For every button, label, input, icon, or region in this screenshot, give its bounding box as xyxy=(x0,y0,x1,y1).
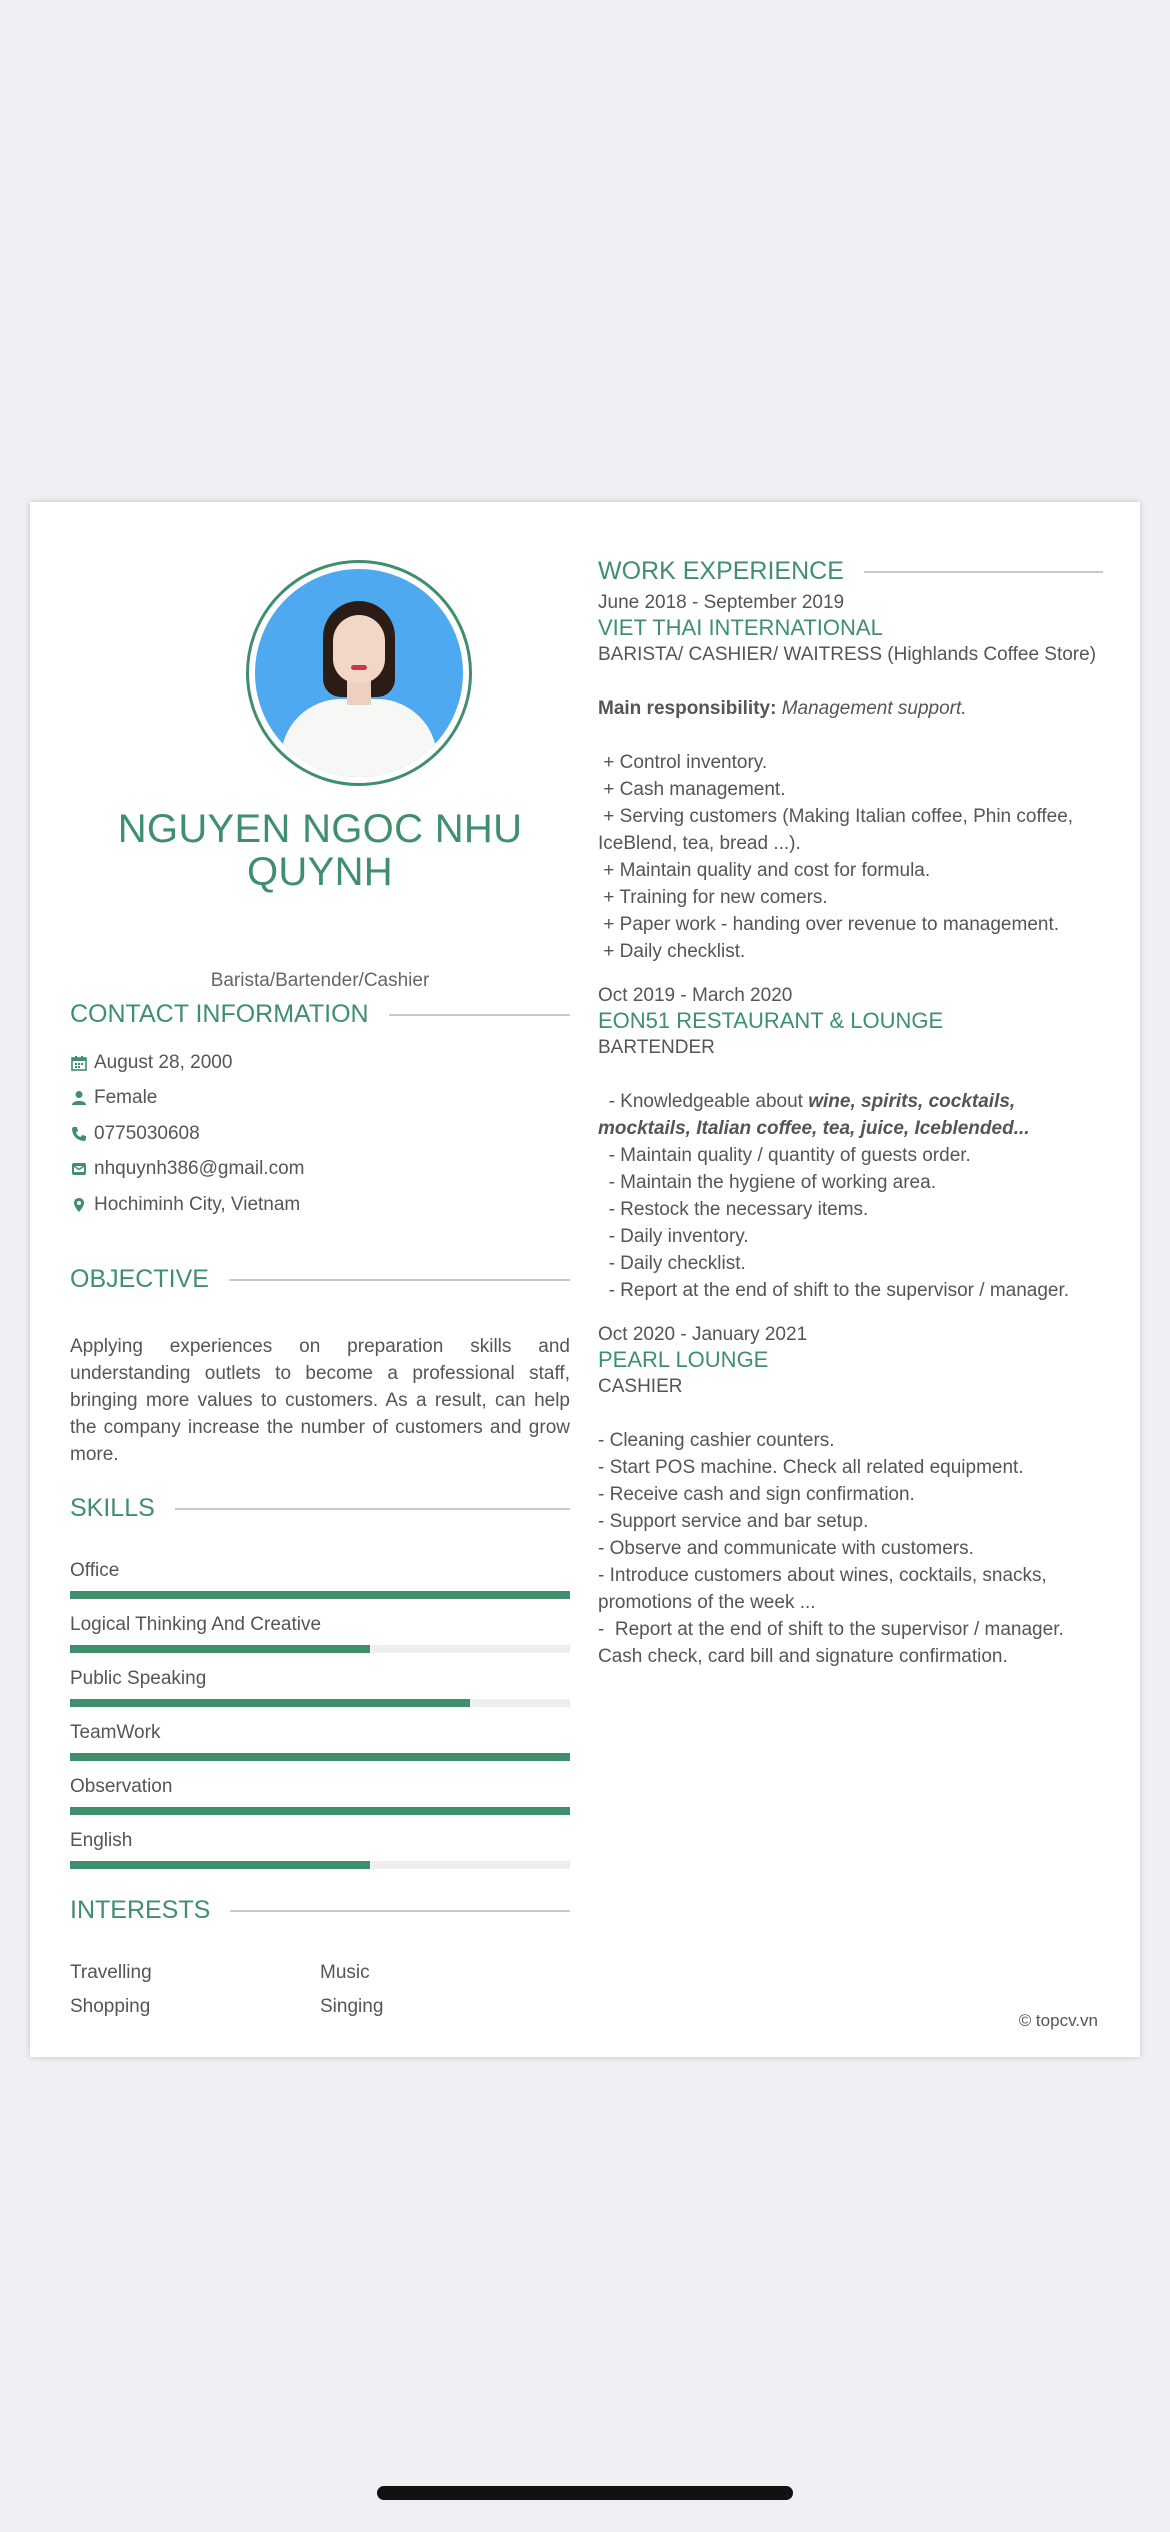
job-position: BARISTA/ CASHIER/ WAITRESS (Highlands Coffee Store) xyxy=(598,644,1097,665)
contact-list xyxy=(70,1045,570,1223)
contact-section-title xyxy=(70,1000,570,1029)
job-date: June 2018 - September 2019 xyxy=(598,592,845,613)
duty-item: - Start POS machine. Check all related equipment. xyxy=(598,1457,1024,1478)
skill-label: English xyxy=(70,1830,133,1851)
location-pin-icon xyxy=(70,1196,88,1214)
skill-bar xyxy=(70,1591,570,1599)
skill-label: Office xyxy=(70,1560,120,1581)
skill-bar xyxy=(70,1753,570,1761)
skill-label: Logical Thinking And Creative xyxy=(70,1614,322,1635)
job-date: Oct 2019 - March 2020 xyxy=(598,985,793,1006)
contact-text: 0775030608 xyxy=(94,1122,200,1144)
job-entry xyxy=(598,1324,1103,1670)
responsibility-label: Main responsibility: xyxy=(598,698,777,719)
objective-heading: OBJECTIVE xyxy=(70,1265,209,1293)
duty-item: + Daily checklist. xyxy=(598,941,746,962)
email-icon xyxy=(70,1160,88,1178)
duty-item: - Daily inventory. xyxy=(598,1226,749,1247)
right-column xyxy=(598,557,1103,1670)
contact-phone[interactable] xyxy=(70,1116,570,1152)
profile-photo xyxy=(255,569,463,777)
duty-item: - Report at the end of shift to the supervisor / manager. xyxy=(598,1280,1070,1301)
job-position: CASHIER xyxy=(598,1376,683,1397)
heading-rule xyxy=(864,571,1103,573)
duty-item: - Receive cash and sign confirmation. xyxy=(598,1484,915,1505)
cv-page xyxy=(30,502,1140,2057)
job-company: PEARL LOUNGE xyxy=(598,1347,769,1372)
footer-credit: © topcv.vn xyxy=(1018,2011,1098,2030)
skill-item xyxy=(70,1830,570,1884)
duty-item: - Support service and bar setup. xyxy=(598,1511,869,1532)
duty-item: + Serving customers (Making Italian coffee, Phin coffee, IceBlend, tea, bread ...). xyxy=(598,806,1079,854)
interest-item: Singing xyxy=(320,1996,384,2017)
duty-item: - Daily checklist. xyxy=(598,1253,746,1274)
duty-item: + Cash management. xyxy=(598,779,786,800)
skill-bar-fill xyxy=(70,1699,470,1707)
objective-section-title xyxy=(70,1265,570,1294)
user-icon xyxy=(70,1089,88,1107)
knowledge-list: wine, spirits, cocktails, mocktails, Italian coffee, tea, juice, Iceblended... xyxy=(598,1091,1030,1139)
heading-rule xyxy=(389,1014,570,1016)
responsibility-value: Management support. xyxy=(781,698,967,719)
skill-bar-fill xyxy=(70,1861,370,1869)
duty-item: - Maintain quality / quantity of guests order. xyxy=(598,1145,971,1166)
experience-heading: WORK EXPERIENCE xyxy=(598,557,844,585)
job-responsibility xyxy=(598,695,1103,722)
contact-text: nhquynh386@gmail.com xyxy=(94,1158,305,1180)
contact-text: Hochiminh City, Vietnam xyxy=(94,1193,301,1215)
heading-rule xyxy=(229,1279,570,1281)
skill-label: TeamWork xyxy=(70,1722,161,1743)
name-line-2: QUYNH xyxy=(247,850,393,894)
contact-text: Female xyxy=(94,1087,158,1109)
contact-gender xyxy=(70,1081,570,1117)
duty-item: + Paper work - handing over revenue to management. xyxy=(598,914,1060,935)
skill-bar-fill xyxy=(70,1591,570,1599)
skill-item xyxy=(70,1776,570,1830)
duty-item: - Introduce customers about wines, cocktails, snacks, promotions of the week ... xyxy=(598,1565,1053,1613)
calendar-icon xyxy=(70,1054,88,1072)
skill-item xyxy=(70,1668,570,1722)
duty-item: + Maintain quality and cost for formula. xyxy=(598,860,931,881)
contact-email[interactable] xyxy=(70,1152,570,1188)
experience-section-title xyxy=(598,557,1103,586)
knowledge-prefix: - Knowledgeable about xyxy=(598,1091,809,1112)
interests-section-title xyxy=(70,1896,570,1925)
skill-item xyxy=(70,1722,570,1776)
name-line-1: NGUYEN NGOC NHU xyxy=(117,807,523,851)
skill-bar-fill xyxy=(70,1753,570,1761)
job-company: VIET THAI INTERNATIONAL xyxy=(598,615,883,640)
duty-item: - Report at the end of shift to the supervisor / manager. Cash check, card bill and signature confirmation. xyxy=(598,1619,1070,1667)
job-company: EON51 RESTAURANT & LOUNGE xyxy=(598,1008,944,1033)
job-entry xyxy=(598,985,1103,1304)
skill-label: Public Speaking xyxy=(70,1668,207,1689)
phone-icon xyxy=(70,1125,88,1143)
duty-item: + Control inventory. xyxy=(598,752,768,773)
contact-heading: CONTACT INFORMATION xyxy=(70,1000,369,1028)
job-entry xyxy=(598,592,1103,965)
skill-bar xyxy=(70,1807,570,1815)
home-indicator[interactable] xyxy=(377,2486,793,2500)
interest-item: Travelling xyxy=(70,1962,152,1983)
skill-bar xyxy=(70,1645,570,1653)
knowledge-line xyxy=(598,1088,1103,1142)
skills-heading: SKILLS xyxy=(70,1494,155,1522)
skills-list xyxy=(70,1560,570,1884)
duty-item: - Restock the necessary items. xyxy=(598,1199,869,1220)
interests-heading: INTERESTS xyxy=(70,1896,211,1924)
interest-item: Music xyxy=(320,1962,370,1983)
objective-text: Applying experiences on preparation skills and understanding outlets to become a professional staff, bringing more values to customers. As a result, can help the company increase the number of customers and grow more. xyxy=(70,1336,570,1465)
interest-item: Shopping xyxy=(70,1996,151,2017)
contact-location xyxy=(70,1187,570,1223)
skill-bar xyxy=(70,1699,570,1707)
job-position: BARTENDER xyxy=(598,1037,715,1058)
skill-item xyxy=(70,1614,570,1668)
heading-rule xyxy=(230,1910,570,1912)
contact-birthday xyxy=(70,1045,570,1081)
heading-rule xyxy=(175,1508,570,1510)
duty-item: - Maintain the hygiene of working area. xyxy=(598,1172,936,1193)
duty-item: - Cleaning cashier counters. xyxy=(598,1430,835,1451)
skill-bar-fill xyxy=(70,1645,370,1653)
job-title: Barista/Bartender/Cashier xyxy=(210,970,430,991)
skills-section-title xyxy=(70,1494,570,1523)
skill-bar xyxy=(70,1861,570,1869)
job-date: Oct 2020 - January 2021 xyxy=(598,1324,808,1345)
avatar xyxy=(246,560,472,786)
duty-item: - Observe and communicate with customers. xyxy=(598,1538,974,1559)
skill-label: Observation xyxy=(70,1776,173,1797)
skill-bar-fill xyxy=(70,1807,570,1815)
contact-text: August 28, 2000 xyxy=(94,1051,233,1073)
duty-item: + Training for new comers. xyxy=(598,887,828,908)
candidate-name xyxy=(70,808,570,894)
skill-item xyxy=(70,1560,570,1614)
